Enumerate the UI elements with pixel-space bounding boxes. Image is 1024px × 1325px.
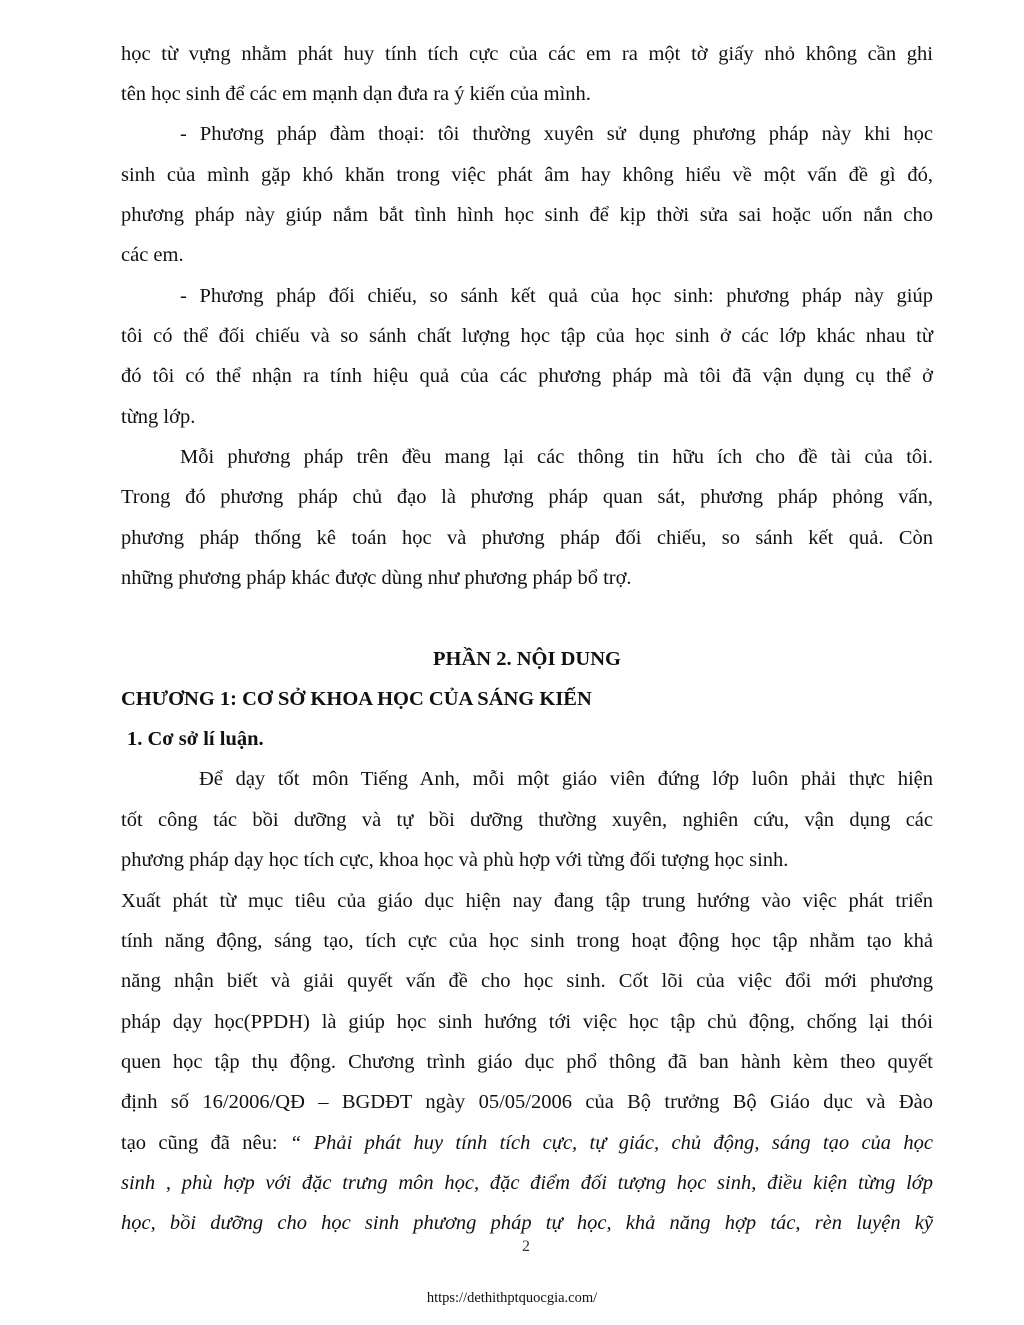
paragraph-line: sinh của mình gặp khó khăn trong việc phát âm hay không hiểu về một vấn đề gì đó, xyxy=(121,164,933,186)
paragraph-line: quen học tập thụ động. Chương trình giáo dục phổ thông đã ban hành kèm theo quyết xyxy=(121,1051,933,1073)
paragraph-line: học từ vựng nhằm phát huy tính tích cực của các em ra một tờ giấy nhỏ không cần ghi xyxy=(121,43,933,65)
paragraph-line: Để dạy tốt môn Tiếng Anh, mỗi một giáo viên đứng lớp luôn phải thực hiện xyxy=(199,768,933,790)
quote-text: “ Phải phát huy tính tích cực, tự giác, chủ động, sáng tạo của học xyxy=(289,1132,933,1154)
chapter-heading: CHƯƠNG 1: CƠ SỞ KHOA HỌC CỦA SÁNG KIẾN xyxy=(121,688,592,710)
paragraph-line: Mỗi phương pháp trên đều mang lại các thông tin hữu ích cho đề tài của tôi. xyxy=(180,446,933,468)
footer-link[interactable]: https://dethithptquocgia.com/ xyxy=(426,1290,598,1306)
quote-line: học, bồi dưỡng cho học sinh phương pháp tự học, khả năng hợp tác, rèn luyện kỹ xyxy=(121,1212,933,1234)
page-number: 2 xyxy=(522,1238,530,1255)
plain-text: tạo cũng đã nêu: xyxy=(121,1132,290,1154)
paragraph-line: - Phương pháp đàm thoại: tôi thường xuyên sử dụng phương pháp này khi học xyxy=(180,123,933,145)
paragraph-line: các em. xyxy=(121,244,184,266)
paragraph-line: tôi có thể đối chiếu và so sánh chất lượng học tập của học sinh ở các lớp khác nhau từ xyxy=(121,325,933,347)
paragraph-line: tính năng động, sáng tạo, tích cực của học sinh trong hoạt động học tập nhằm tạo khả xyxy=(121,930,933,952)
paragraph-line: từng lớp. xyxy=(121,406,196,428)
paragraph-line: phương pháp dạy học tích cực, khoa học và phù hợp với từng đối tượng học sinh. xyxy=(121,849,789,871)
paragraph-line: Trong đó phương pháp chủ đạo là phương pháp quan sát, phương pháp phỏng vấn, xyxy=(121,486,933,508)
paragraph-line xyxy=(121,1123,933,1163)
quote-line: sinh , phù hợp với đặc trưng môn học, đặc điểm đối tượng học sinh, điều kiện từng lớp xyxy=(121,1172,933,1194)
part-heading: PHẦN 2. NỘI DUNG xyxy=(433,648,621,670)
section-heading: 1. Cơ sở lí luận. xyxy=(127,728,264,750)
paragraph-line: phương pháp thống kê toán học và phương pháp đối chiếu, so sánh kết quả. Còn xyxy=(121,527,933,549)
paragraph-line: - Phương pháp đối chiếu, so sánh kết quả của học sinh: phương pháp này giúp xyxy=(180,285,933,307)
paragraph-line: những phương pháp khác được dùng như phương pháp bổ trợ. xyxy=(121,567,632,589)
paragraph-line: pháp dạy học(PPDH) là giúp học sinh hướng tới việc học tập chủ động, chống lại thói xyxy=(121,1011,933,1033)
paragraph-line: năng nhận biết và giải quyết vấn đề cho học sinh. Cốt lõi của việc đổi mới phương xyxy=(121,970,933,992)
paragraph-line: phương pháp này giúp nắm bắt tình hình học sinh để kịp thời sửa sai hoặc uốn nắn cho xyxy=(121,204,933,226)
paragraph-line: tốt công tác bồi dưỡng và tự bồi dưỡng thường xuyên, nghiên cứu, vận dụng các xyxy=(121,809,933,831)
paragraph-line: Xuất phát từ mục tiêu của giáo dục hiện nay đang tập trung hướng vào việc phát triển xyxy=(121,890,933,912)
paragraph-line: tên học sinh để các em mạnh dạn đưa ra ý kiến của mình. xyxy=(121,83,591,105)
paragraph-line: định số 16/2006/QĐ – BGDĐT ngày 05/05/2006 của Bộ trưởng Bộ Giáo dục và Đào xyxy=(121,1091,933,1113)
paragraph-line: đó tôi có thể nhận ra tính hiệu quả của các phương pháp mà tôi đã vận dụng cụ thể ở xyxy=(121,365,933,387)
